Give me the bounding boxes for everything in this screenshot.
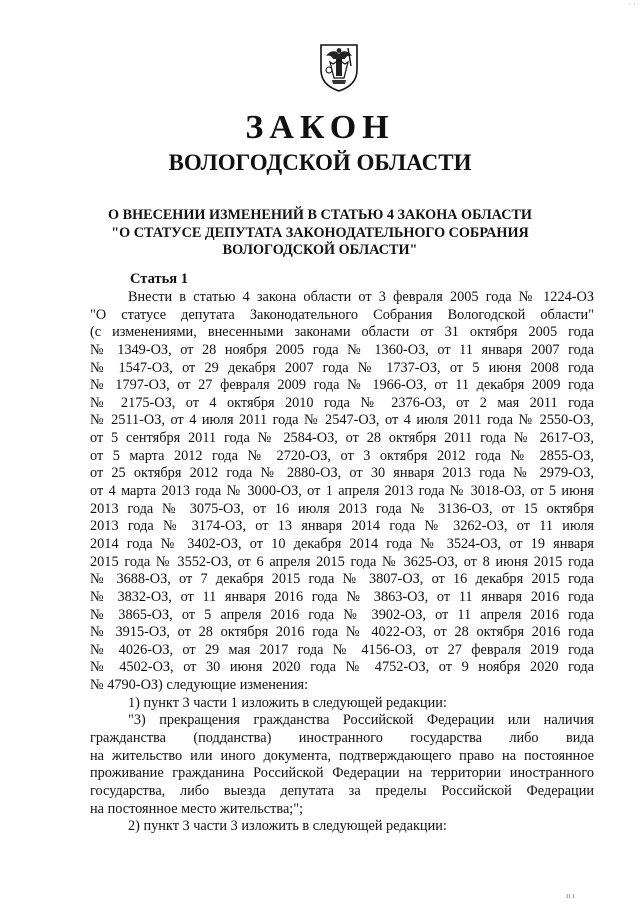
body-line: № 2175-ОЗ, от 4 октября 2010 года № 2376-ОЗ, от 2 мая 2011 года: [90, 394, 594, 411]
heading-line: ВОЛОГОДСКОЙ ОБЛАСТИ": [222, 242, 418, 258]
body-line: от 25 октября 2012 года № 2880-ОЗ, от 30 января 2013 года № 2979-ОЗ,: [90, 465, 594, 482]
body-line: № 2511-ОЗ, от 4 июля 2011 года № 2547-ОЗ, от 4 июля 2011 года № 2550-ОЗ,: [90, 412, 594, 429]
body-line: (с изменениями, внесенными законами области от 31 октября 2005 года: [90, 324, 594, 341]
body-line: на постоянное место жительства;";: [90, 800, 304, 817]
document-title: ЗАКОН: [245, 109, 395, 146]
body-line: № 1547-ОЗ, от 29 декабря 2007 года № 1737-ОЗ, от 5 июня 2008 года: [90, 359, 594, 376]
footer-mark: ıı ı: [566, 891, 575, 900]
article-body: [90, 289, 594, 836]
body-line: № 3865-ОЗ, от 5 апреля 2016 года № 3902-ОЗ, от 11 апреля 2016 года: [90, 606, 594, 623]
body-line: гражданства (подданства) иностранного государства либо вида: [90, 730, 594, 747]
body-line: на жительство или иного документа, подтверждающего право на постоянное: [90, 747, 594, 764]
body-line: "3) прекращения гражданства Российской Федерации или наличия: [128, 712, 594, 729]
body-line: № 1797-ОЗ, от 27 февраля 2009 года № 1966-ОЗ, от 11 декабря 2009 года: [90, 377, 594, 394]
body-line: № 4502-ОЗ, от 30 июня 2020 года № 4752-ОЗ, от 9 ноября 2020 года: [90, 659, 594, 676]
body-line: № 3832-ОЗ, от 11 января 2016 года № 3863-ОЗ, от 11 января 2016 года: [90, 588, 594, 605]
body-line: от 4 марта 2013 года № 3000-ОЗ, от 1 апреля 2013 года № 3018-ОЗ, от 5 июня: [90, 483, 594, 500]
law-heading: [60, 207, 580, 260]
body-line: 2013 года № 3174-ОЗ, от 13 января 2014 года № 3262-ОЗ, от 11 июля: [90, 518, 594, 535]
body-line: Внести в статью 4 закона области от 3 февраля 2005 года № 1224-ОЗ: [128, 289, 594, 305]
body-line: "О статусе депутата Законодательного Собрания Вологодской области": [90, 306, 594, 323]
vologda-coat-of-arms-icon: [318, 42, 360, 92]
document-subtitle: ВОЛОГОДСКОЙ ОБЛАСТИ: [168, 150, 472, 175]
body-line: 2013 года № 3075-ОЗ, от 16 июля 2013 года № 3136-ОЗ, от 15 октября: [90, 500, 594, 517]
body-line: № 3688-ОЗ, от 7 декабря 2015 года № 3807-ОЗ, от 16 декабря 2015 года: [90, 571, 594, 588]
body-line: № 1349-ОЗ, от 28 ноября 2005 года № 1360-ОЗ, от 11 января 2007 года: [90, 341, 594, 358]
heading-line: О ВНЕСЕНИИ ИЗМЕНЕНИЙ В СТАТЬЮ 4 ЗАКОНА ОБЛАСТИ: [108, 207, 532, 223]
corner-mark: · ·: [628, 0, 636, 9]
body-line: государства, либо выезда депутата за пределы Российской Федерации: [90, 782, 594, 799]
body-line: проживание гражданина Российской Федерации на территории иностранного: [90, 765, 594, 782]
body-line: 2015 года № 3552-ОЗ, от 6 апреля 2015 года № 3625-ОЗ, от 8 июня 2015 года: [90, 553, 594, 570]
body-line: № 4790-ОЗ) следующие изменения:: [90, 677, 309, 694]
body-line: 2) пункт 3 части 3 изложить в следующей редакции:: [128, 818, 447, 835]
body-line: от 5 марта 2012 года № 2720-ОЗ, от 3 октября 2012 года № 2855-ОЗ,: [90, 447, 594, 464]
body-line: 2014 года № 3402-ОЗ, от 10 декабря 2014 года № 3524-ОЗ, от 19 января: [90, 535, 594, 552]
heading-line: "О СТАТУСЕ ДЕПУТАТА ЗАКОНОДАТЕЛЬНОГО СОБРАНИЯ: [111, 224, 529, 241]
body-line: № 4026-ОЗ, от 29 мая 2017 года № 4156-ОЗ, от 27 февраля 2019 года: [90, 641, 594, 658]
body-line: № 3915-ОЗ, от 28 октября 2016 года № 4022-ОЗ, от 28 октября 2016 года: [90, 624, 594, 641]
body-line: 1) пункт 3 части 1 изложить в следующей редакции:: [128, 694, 447, 711]
body-line: от 5 сентября 2011 года № 2584-ОЗ, от 28 октября 2011 года № 2617-ОЗ,: [90, 430, 594, 447]
article-title: Статья 1: [130, 271, 188, 287]
